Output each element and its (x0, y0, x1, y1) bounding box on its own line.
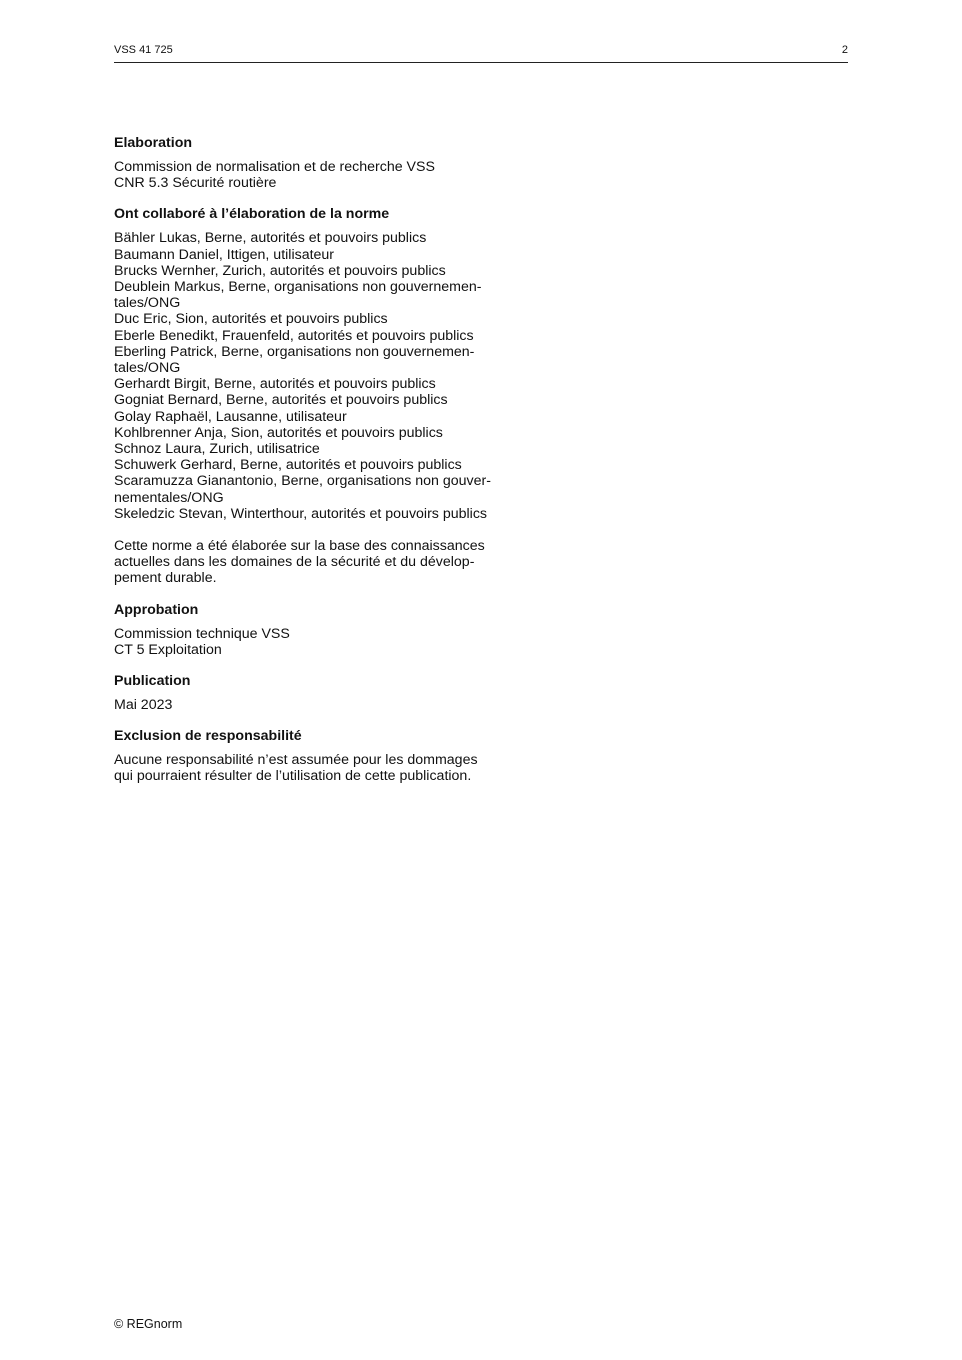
list-item: Duc Eric, Sion, autorités et pouvoirs publics (114, 311, 388, 328)
section-heading: Approbation (114, 601, 199, 618)
list-item: Bähler Lukas, Berne, autorités et pouvoirs publics (114, 230, 427, 247)
text-line: Aucune responsabilité n’est assumée pour les dommages (114, 752, 478, 769)
list-item: Scaramuzza Gianantonio, Berne, organisations non gouver- (114, 473, 491, 490)
list-item: Kohlbrenner Anja, Sion, autorités et pouvoirs publics (114, 424, 443, 441)
list-item: Deublein Markus, Berne, organisations non gouvernemen- (114, 279, 482, 296)
list-item: Gogniat Bernard, Berne, autorités et pouvoirs publics (114, 392, 448, 409)
text-line: actuelles dans les domaines de la sécurité et du dévelop- (114, 554, 475, 571)
list-item: Eberling Patrick, Berne, organisations non gouvernemen- (114, 343, 475, 360)
list-item: Schnoz Laura, Zurich, utilisatrice (114, 441, 320, 458)
list-item: Schuwerk Gerhard, Berne, autorités et pouvoirs publics (114, 457, 462, 474)
basis-note (114, 538, 534, 587)
page-header (114, 44, 848, 63)
text-line: pement durable. (114, 570, 217, 587)
list-item: tales/ONG (114, 360, 181, 377)
list-item: nementales/ONG (114, 489, 224, 506)
section-heading: Exclusion de responsabilité (114, 728, 302, 745)
section-publication (114, 673, 534, 713)
publication-date: Mai 2023 (114, 697, 173, 714)
section-body (114, 752, 534, 784)
text-line: Commission de normalisation et de recherche VSS (114, 159, 435, 175)
text-line: Commission technique VSS (114, 625, 290, 642)
text-line: Cette norme a été élaborée sur la base des connaissances (114, 538, 485, 555)
page-content (114, 135, 534, 785)
section-body (114, 697, 534, 713)
section-heading: Elaboration (114, 135, 193, 151)
section-disclaimer (114, 728, 534, 784)
list-item: Gerhardt Birgit, Berne, autorités et pouvoirs publics (114, 376, 436, 393)
section-contributors (114, 206, 534, 522)
page-number: 2 (841, 44, 848, 56)
section-elaboration (114, 135, 534, 191)
list-item: Eberle Benedikt, Frauenfeld, autorités et pouvoirs publics (114, 327, 474, 344)
list-item: Skeledzic Stevan, Winterthour, autorités et pouvoirs publics (114, 505, 488, 522)
copyright-footer: © REGnorm (114, 1317, 183, 1331)
list-item: tales/ONG (114, 295, 181, 312)
list-item: Golay Raphaël, Lausanne, utilisateur (114, 408, 347, 425)
text-line: CT 5 Exploitation (114, 641, 222, 658)
contributor-list (114, 230, 534, 522)
list-item: Baumann Daniel, Ittigen, utilisateur (114, 246, 335, 263)
text-line: CNR 5.3 Sécurité routière (114, 175, 277, 192)
section-heading: Publication (114, 673, 191, 690)
section-body (114, 626, 534, 658)
document-id: VSS 41 725 (114, 44, 173, 56)
section-body (114, 159, 534, 191)
text-line: qui pourraient résulter de l’utilisation de cette publication. (114, 768, 472, 785)
list-item: Brucks Wernher, Zurich, autorités et pouvoirs publics (114, 262, 446, 279)
section-heading: Ont collaboré à l’élaboration de la norme (114, 206, 390, 223)
section-approbation (114, 602, 534, 658)
